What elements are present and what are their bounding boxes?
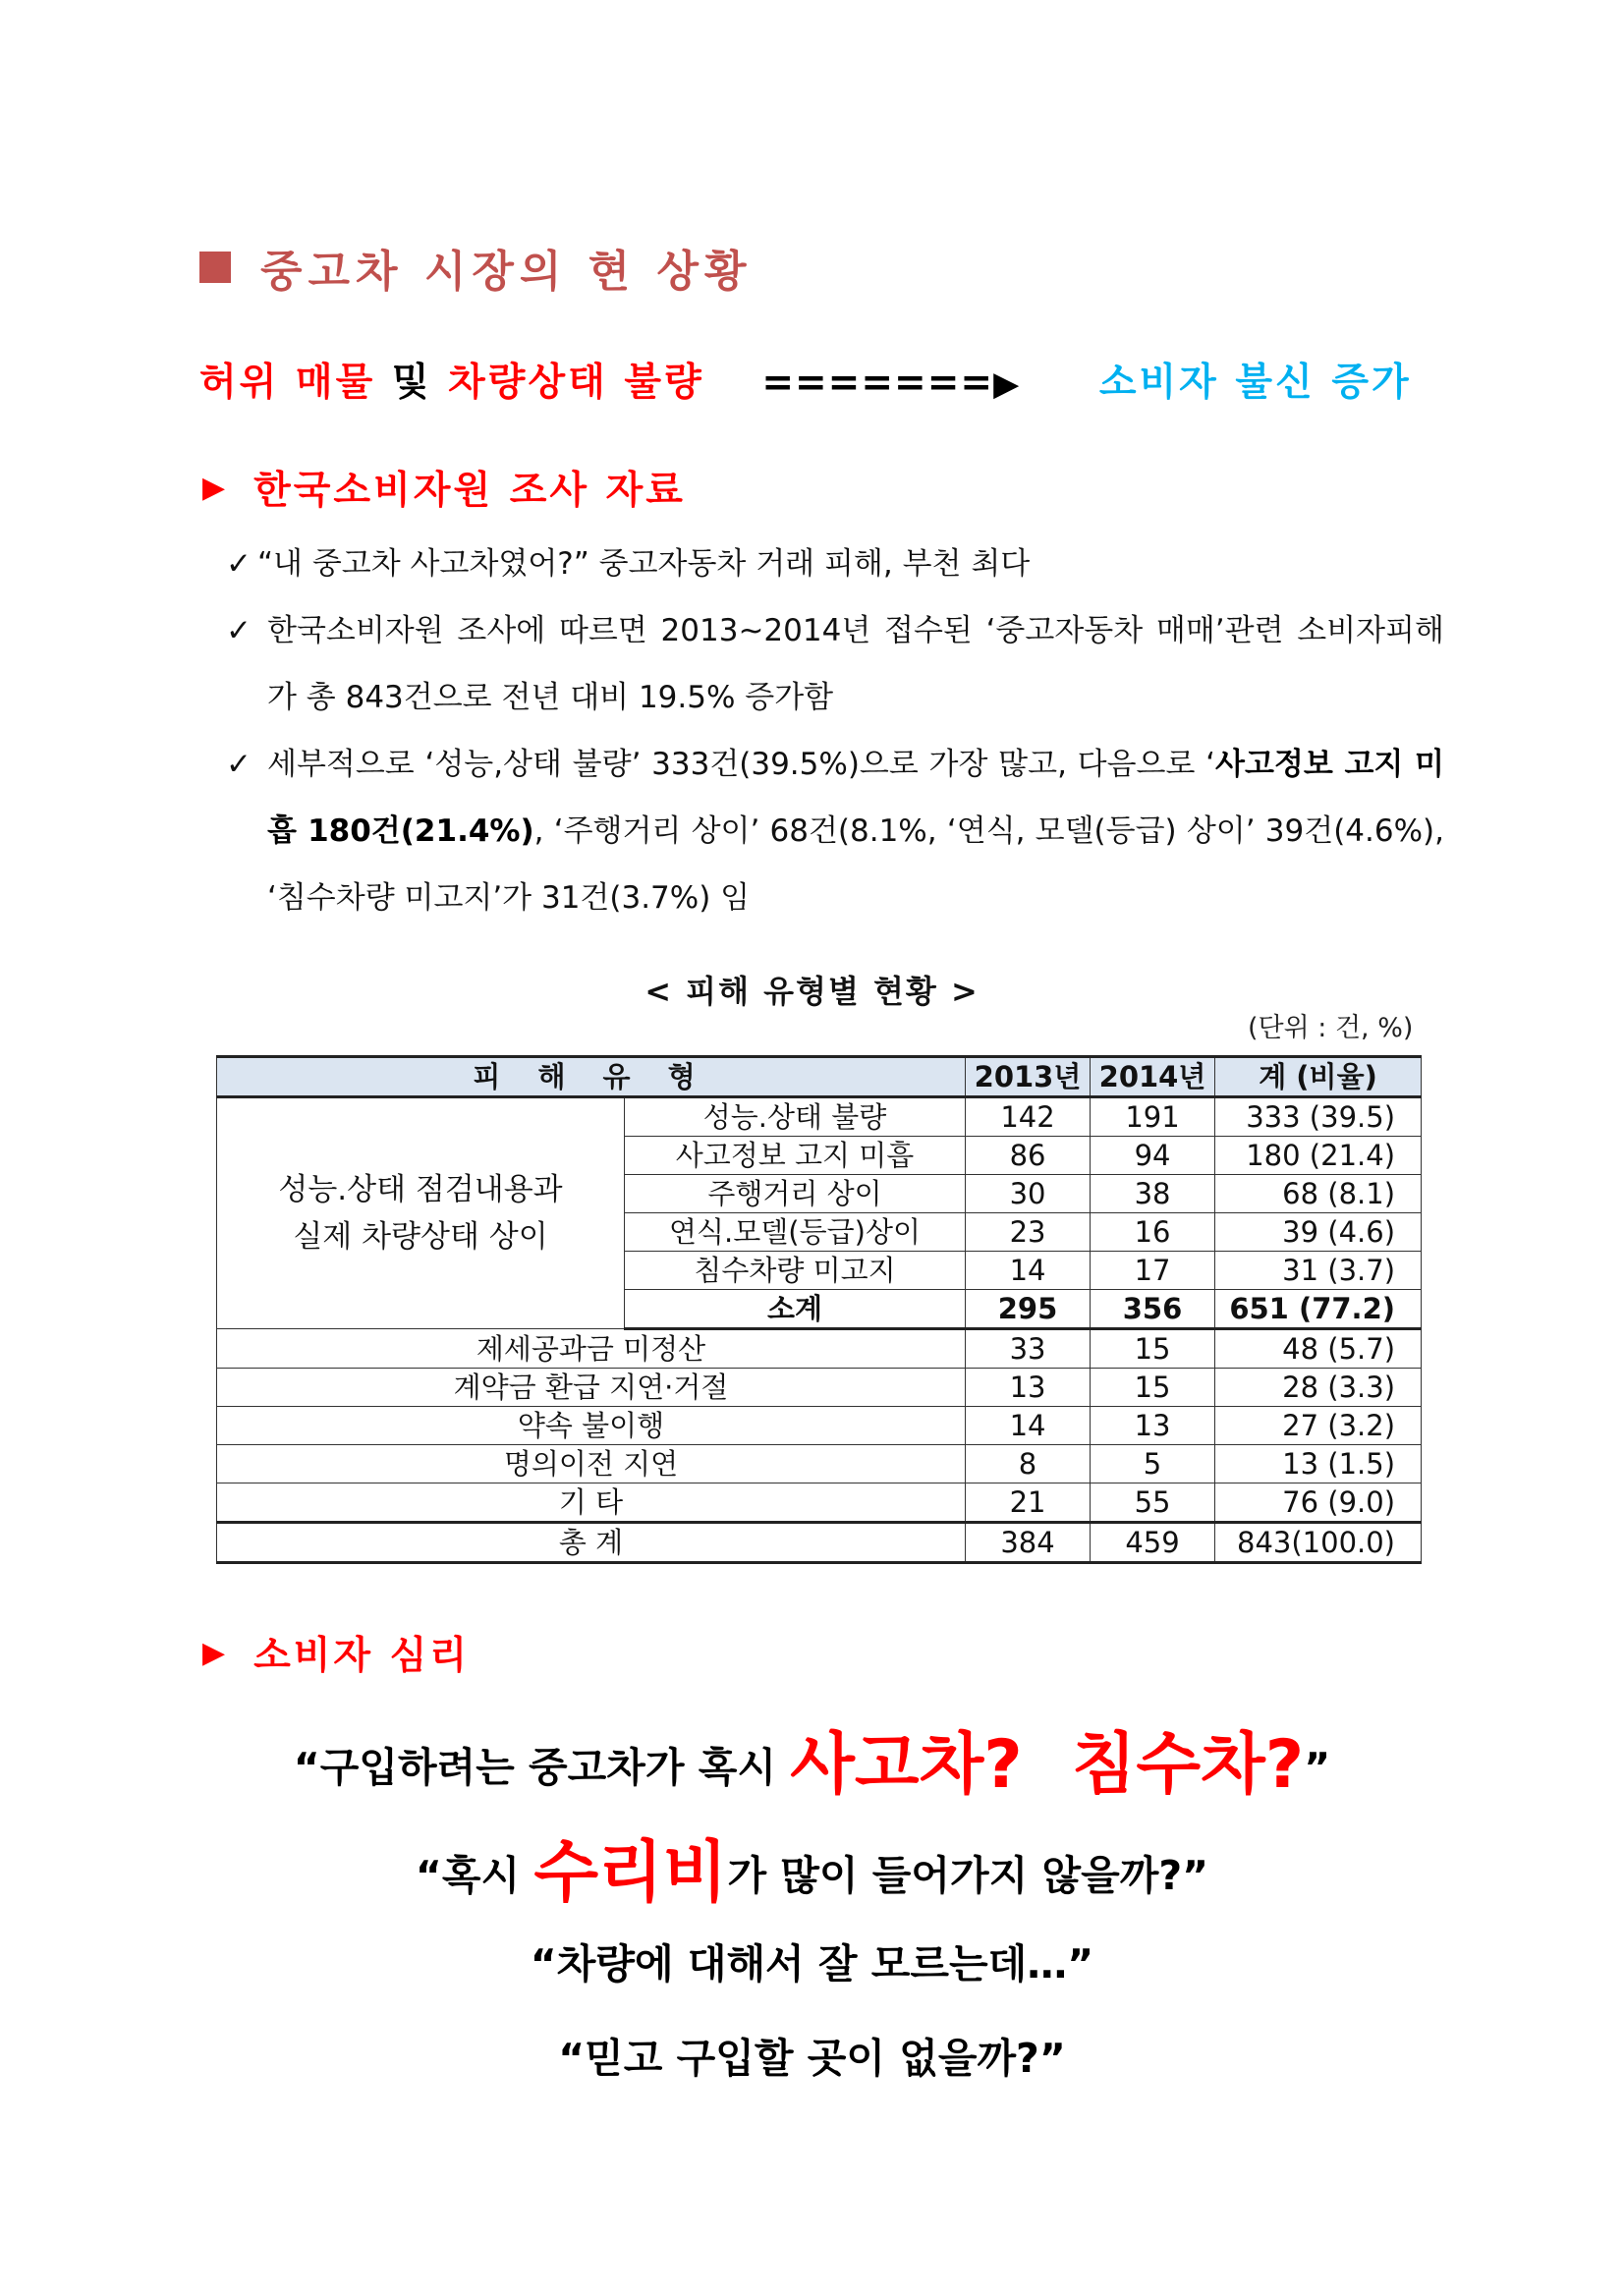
psychology-heading-text: 소비자 심리: [253, 1634, 471, 1678]
bullet-text-bold: 사고정보 고지 미흡 180건(21.4%): [267, 747, 1444, 849]
row-type: 기 타: [217, 1483, 966, 1523]
row-type: 연식.모델(등급)상이: [625, 1213, 966, 1252]
row-type: 주행거리 상이: [625, 1175, 966, 1213]
row-total: 843(100.0): [1215, 1523, 1422, 1563]
survey-heading-text: 한국소비자원 조사 자료: [253, 469, 686, 513]
row-2014: 5: [1091, 1445, 1215, 1483]
table-row: [217, 1369, 1422, 1407]
headline: [199, 352, 1412, 407]
header-type: 피 해 유 형: [217, 1057, 966, 1097]
row-2013: 142: [966, 1097, 1091, 1137]
bullet-text-post: , ‘주행거리 상이’ 68건(8.1%, ‘연식, 모델(등급) 상이’ 39건(4.6%), ‘침수차량 미고지’가 31건(3.7%) 임: [267, 813, 1444, 916]
row-type: 총 계: [217, 1523, 966, 1563]
group-label-line: 실제 차량상태 상이: [293, 1219, 548, 1255]
quote-3: “차량에 대해서 잘 모르는데…”: [530, 1940, 1094, 1987]
table-caption: < 피해 유형별 현황 >: [644, 973, 980, 1010]
square-bullet-icon: [199, 252, 231, 283]
quote-2: [0, 1819, 1624, 1915]
row-total: 39 (4.6): [1215, 1213, 1422, 1252]
row-2013: 14: [966, 1407, 1091, 1445]
arrow-shaft: =======: [761, 361, 994, 405]
survey-bullets: [226, 531, 1444, 931]
row-2014: 38: [1091, 1175, 1215, 1213]
quote-1-big1: 사고차?: [790, 1726, 1023, 1804]
row-2014: 191: [1091, 1097, 1215, 1137]
arrow-head-icon: ▶: [993, 364, 1021, 404]
total-row: [217, 1523, 1422, 1563]
bullet-text-pre: 세부적으로 ‘성능,상태 불량’ 333건(39.5%)으로 가장 많고, 다음으로 ‘: [267, 747, 1216, 782]
row-type: 소계: [625, 1290, 966, 1329]
row-2014: 13: [1091, 1407, 1215, 1445]
quote-1-post: ”: [1304, 1744, 1331, 1791]
headline-conj: 및: [391, 361, 432, 405]
row-type: 성능.상태 불량: [625, 1097, 966, 1137]
group-label-line: 성능.상태 점검내용과: [278, 1172, 563, 1207]
bullet-item: [226, 731, 1444, 931]
row-2014: 356: [1091, 1290, 1215, 1329]
row-total: 48 (5.7): [1215, 1329, 1422, 1369]
quote-2-big: 수리비: [533, 1834, 728, 1912]
quote-1-big2: 침수차?: [1071, 1726, 1305, 1804]
row-type: 사고정보 고지 미흡: [625, 1137, 966, 1175]
section-title-text: 중고차 시장의 현 상황: [260, 247, 753, 297]
table-row: [217, 1097, 1422, 1137]
quote-1-pre: “구입하려는 중고차가 혹시: [293, 1744, 791, 1791]
table-row: [217, 1445, 1422, 1483]
quote-2-pre: “혹시: [415, 1852, 534, 1899]
check-icon: ✓: [226, 546, 252, 582]
row-total: 31 (3.7): [1215, 1252, 1422, 1290]
headline-part2: 차량상태 불량: [448, 361, 704, 405]
headline-result: 소비자 불신 증가: [1098, 361, 1412, 405]
row-2013: 13: [966, 1369, 1091, 1407]
row-2014: 15: [1091, 1369, 1215, 1407]
headline-arrow: [761, 361, 1020, 405]
bullet-item: [226, 597, 1444, 731]
check-icon: ✓: [226, 747, 252, 782]
row-type: 약속 불이행: [217, 1407, 966, 1445]
row-total: 76 (9.0): [1215, 1483, 1422, 1523]
section-title: [199, 238, 753, 297]
bullet-text: 한국소비자원 조사에 따르면 2013~2014년 접수된 ‘중고자동차 매매’관련 소비자피해가 총 843건으로 전년 대비 19.5% 증가함: [267, 613, 1444, 715]
survey-heading: [202, 460, 686, 515]
bullet-text: “내 중고차 사고차였어?” 중고자동차 거래 피해, 부천 최다: [257, 546, 1031, 582]
table-row: [217, 1483, 1422, 1523]
headline-part1: 허위 매물: [199, 361, 376, 405]
row-type: 제세공과금 미정산: [217, 1329, 966, 1369]
row-total: 68 (8.1): [1215, 1175, 1422, 1213]
row-2013: 33: [966, 1329, 1091, 1369]
row-2014: 55: [1091, 1483, 1215, 1523]
row-2013: 23: [966, 1213, 1091, 1252]
row-2013: 30: [966, 1175, 1091, 1213]
triangle-marker-icon: ▶: [202, 470, 229, 505]
header-2014: 2014년: [1091, 1057, 1215, 1097]
row-type: 계약금 환급 지연·거절: [217, 1369, 966, 1407]
row-total: 28 (3.3): [1215, 1369, 1422, 1407]
group-label: [217, 1097, 625, 1329]
psychology-heading: [202, 1625, 470, 1680]
table-unit: (단위 : 건, %): [1248, 1013, 1414, 1043]
quote-1: [0, 1711, 1624, 1807]
row-total: 27 (3.2): [1215, 1407, 1422, 1445]
row-2014: 16: [1091, 1213, 1215, 1252]
table-header-row: [217, 1057, 1422, 1097]
damage-type-table: [216, 1055, 1421, 1564]
table-row: [217, 1407, 1422, 1445]
row-type: 침수차량 미고지: [625, 1252, 966, 1290]
table: [216, 1055, 1422, 1564]
row-total: 180 (21.4): [1215, 1137, 1422, 1175]
row-2013: 295: [966, 1290, 1091, 1329]
row-total: 651 (77.2): [1215, 1290, 1422, 1329]
quote-2-post: 가 많이 들어가지 않을까?”: [727, 1852, 1209, 1899]
row-2013: 8: [966, 1445, 1091, 1483]
header-2013: 2013년: [966, 1057, 1091, 1097]
row-2013: 21: [966, 1483, 1091, 1523]
row-total: 13 (1.5): [1215, 1445, 1422, 1483]
row-2013: 86: [966, 1137, 1091, 1175]
row-2014: 17: [1091, 1252, 1215, 1290]
row-type: 명의이전 지연: [217, 1445, 966, 1483]
check-icon: ✓: [226, 613, 252, 648]
table-row: [217, 1329, 1422, 1369]
triangle-marker-icon: ▶: [202, 1635, 229, 1670]
quote-4: “믿고 구입할 곳이 없을까?”: [558, 2035, 1066, 2082]
row-2013: 14: [966, 1252, 1091, 1290]
row-2014: 94: [1091, 1137, 1215, 1175]
header-total: 계 (비율): [1215, 1057, 1422, 1097]
row-2014: 459: [1091, 1523, 1215, 1563]
bullet-text: [255, 731, 1444, 931]
row-total: 333 (39.5): [1215, 1097, 1422, 1137]
bullet-item: [226, 531, 1444, 597]
row-2013: 384: [966, 1523, 1091, 1563]
row-2014: 15: [1091, 1329, 1215, 1369]
